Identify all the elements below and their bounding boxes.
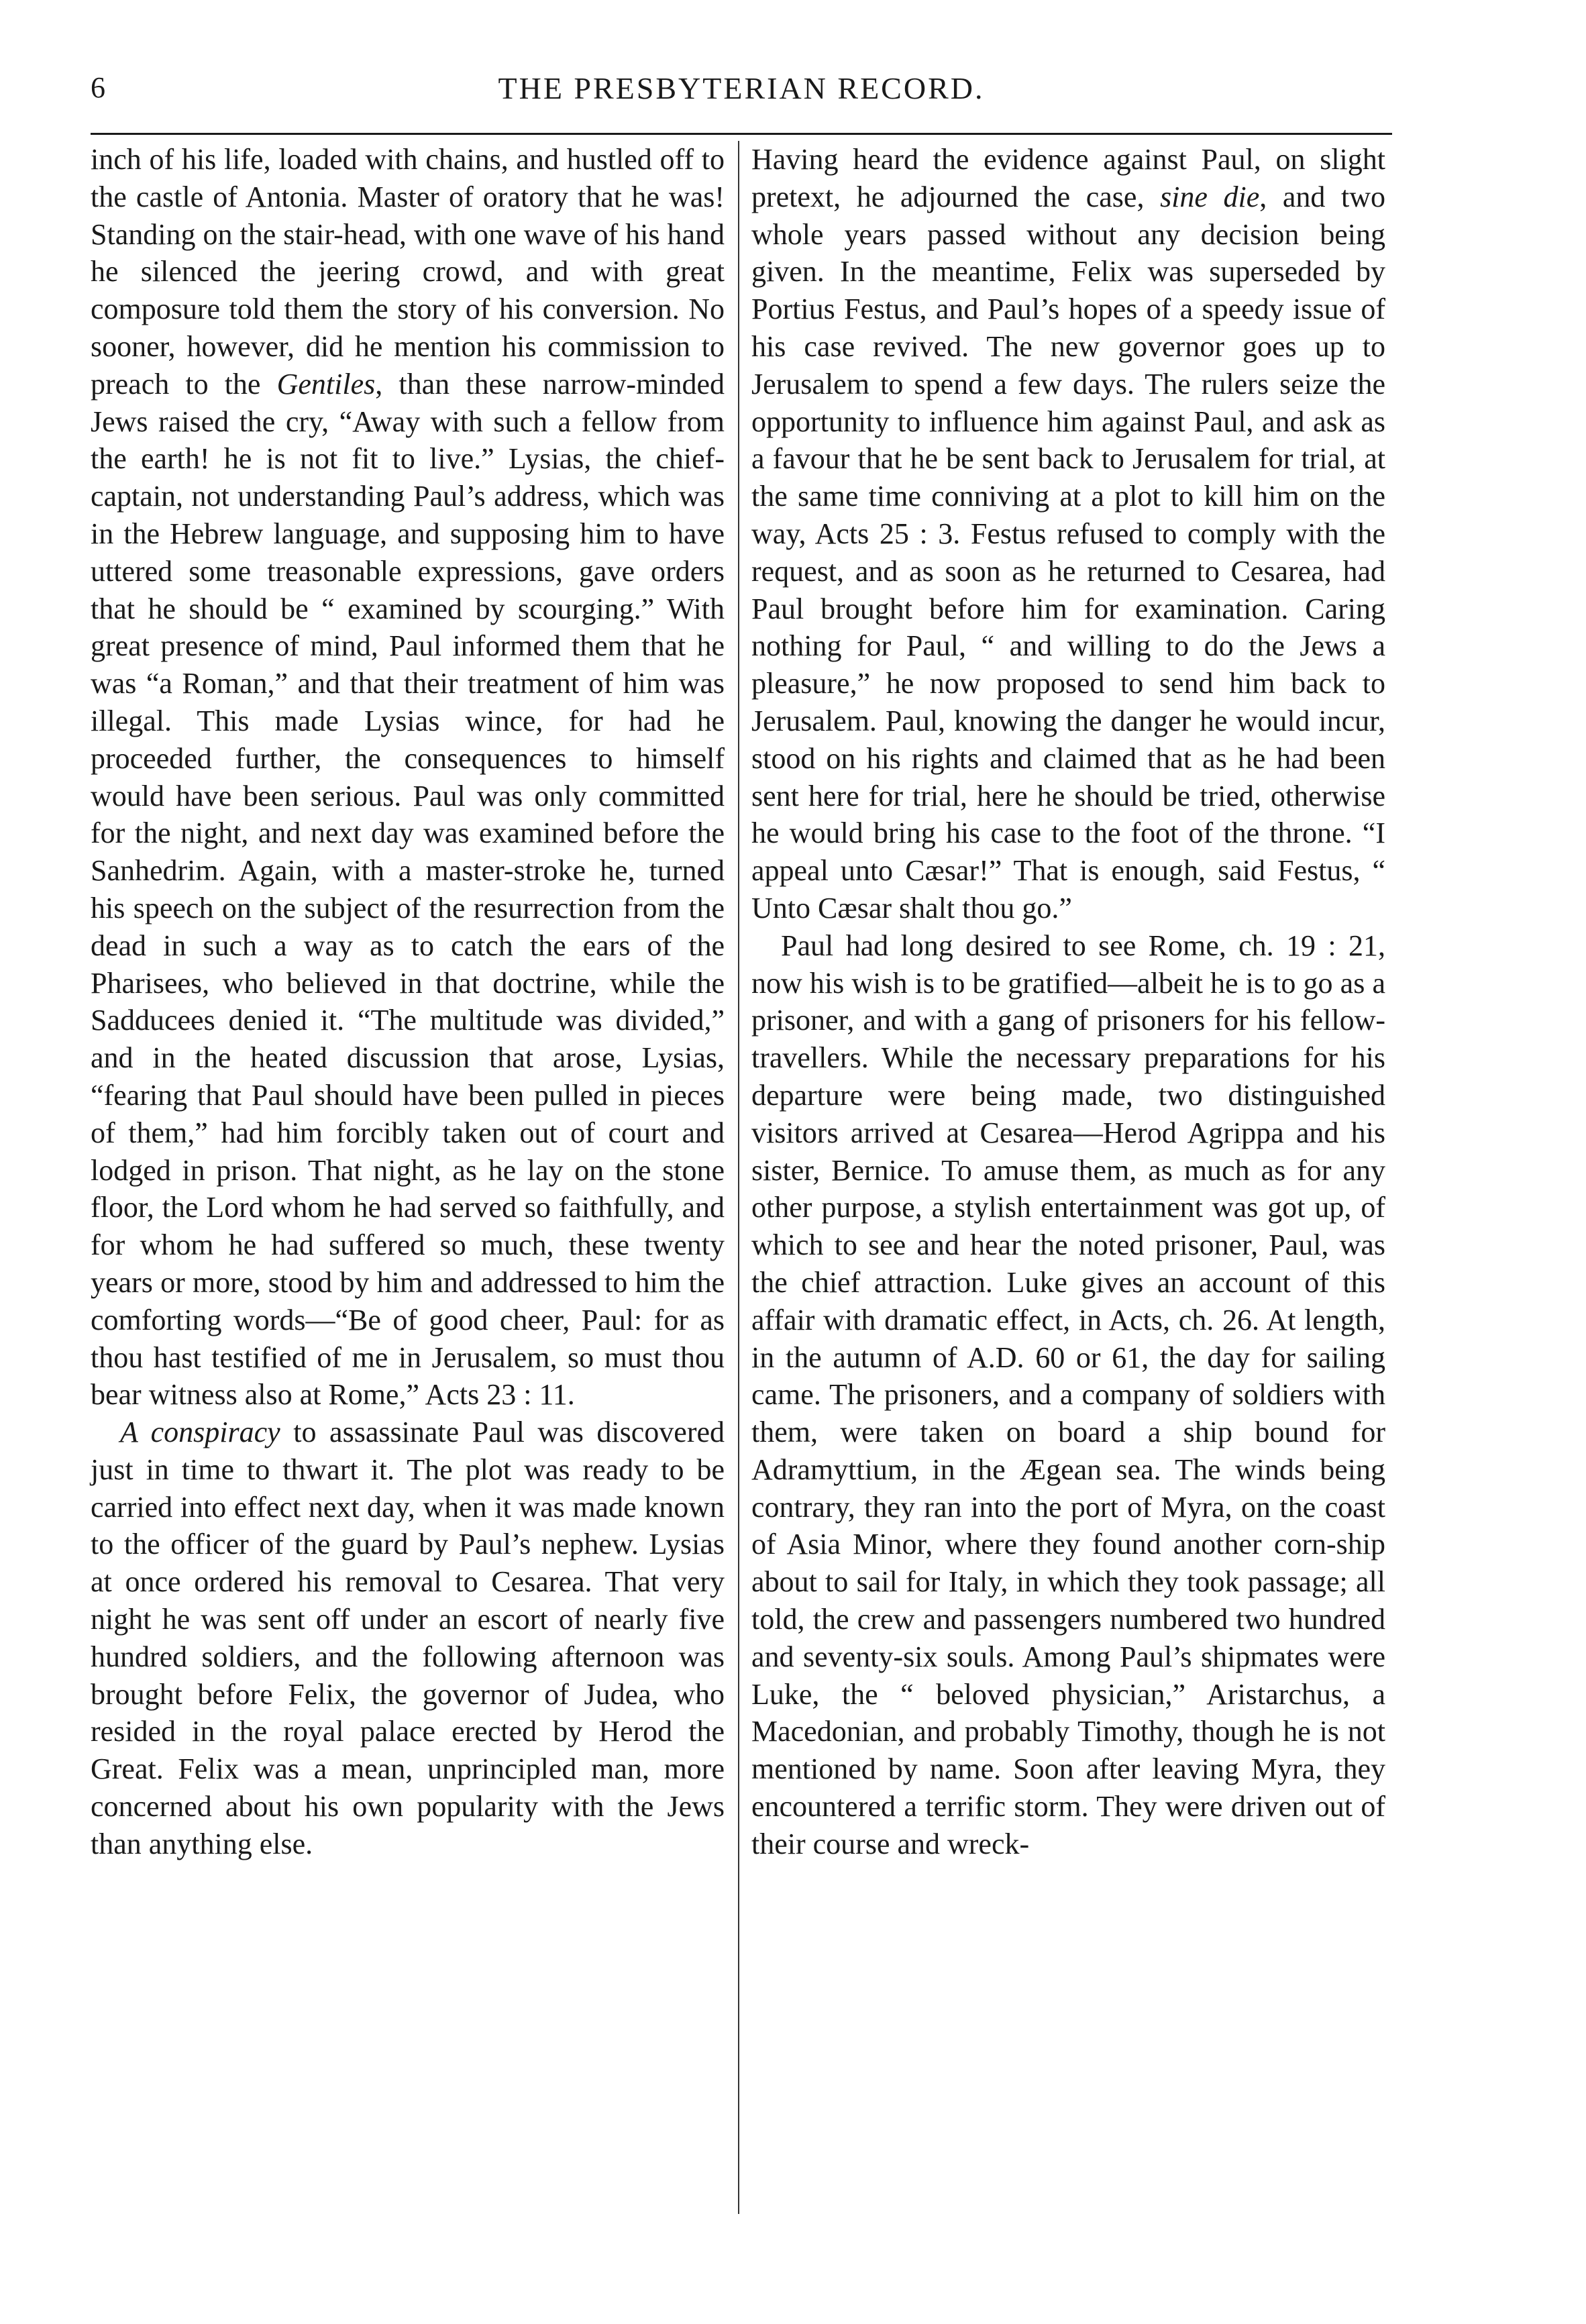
right-column [751,141,1385,1863]
right-paragraph-2: Paul had long desired to see Rome, ch. 19 : 21, now his wish is to be gratified—albeit he is to go as a prisoner, and with a gang of prisoners for his fellow-travellers. While the necessary preparations for his departure were being made, two distinguished visitors arrived at Cesarea—Herod Agrippa and his sister, Bernice. To amuse them, as much as for any other purpose, a stylish entertainment was got up, of which to see and hear the noted prisoner, Paul, was the chief attraction. Luke gives an account of this affair with dramatic effect, in Acts, ch. 26. At length, in the autumn of A.D. 60 or 61, the day for sailing came. The prisoners, and a company of soldiers with them, were taken on board a ship bound for Adramyttium, in the Ægean sea. The winds being contrary, they ran into the port of Myra, on the coast of Asia Minor, where they found another corn-ship about to sail for Italy, in which they took passage; all told, the crew and passengers numbered two hundred and seventy-six souls. Among Paul’s shipmates were Luke, the “ beloved physician,” Aristarchus, a Macedonian, and probably Timothy, though he is not mentioned by name. Soon after leaving Myra, they encountered a terrific storm. They were driven out of their course and wreck- [751,929,1385,1860]
left-p1-gentiles: Gentiles [276,367,376,401]
left-p2-lead: A conspiracy [120,1416,280,1449]
left-p1-text-b: , than these narrow-minded Jews raised the cry, “Away with such a fellow from the earth! he is not fit to live.” Lysias, the chief-captain, not understanding Paul’s address, which was in the Hebrew language, and supposing him to have uttered some treasonable expressions, gave orders that he should be “ examined by scourging.” With great presence of mind, Paul informed them that he was “a Roman,” and that their treatment of him was illegal. This made Lysias wince, for had he proceeded further, the consequences to himself would have been serious. Paul was only committed for the night, and next day was examined before the Sanhedrim. Again, with a master-stroke he, turned his speech on the subject of the resurrection from the dead in such a way as to catch the ears of the Pharisees, who believed in that doctrine, while the Sadducees denied it. “The multitude was divided,” and in the heated discussion that arose, Lysias, “fearing that Paul should have been pulled in pieces of them,” had him forcibly taken out of court and lodged in prison. That night, as he lay on the stone floor, the Lord whom he had served so faithfully, and for whom he had suffered so much, these twenty years or more, stood by him and addressed to him the comforting words—“Be of good cheer, Paul: for as thou hast testified of me in Jerusalem, so must thou bear witness also at Rome,” Acts 23 : 11. [91,367,725,1412]
right-p1-text-a: Having heard the evidence against Paul, on slight pretext, he adjourned the case, [751,143,1385,213]
left-paragraph-1 [91,141,725,1414]
header-rule [91,133,1392,135]
page-header [91,70,1392,111]
left-paragraph-2 [91,1414,725,1863]
page-number: 6 [91,71,105,104]
right-p1-sine-die: sine die [1160,180,1260,213]
right-paragraph-1 [751,141,1385,927]
running-head: THE PRESBYTERIAN RECORD. [498,71,985,105]
column-divider [738,141,739,2214]
left-p2-text: to assassinate Paul was discovered just in time to thwart it. The plot was ready to be carried into effect next day, when it was made known to the officer of the guard by Paul’s nephew. Lysias at once ordered his removal to Cesarea. That very night he was sent off under an escort of nearly five hundred soldiers, and the following afternoon was brought before Felix, the governor of Judea, who resided in the royal palace erected by Herod the Great. Felix was a mean, unprincipled man, more concerned about his own popularity with the Jews than anything else. [91,1416,725,1860]
left-column [91,141,725,1863]
right-p1-text-b: , and two whole years passed without any decision being given. In the meantime, Felix was superseded by Portius Festus, and Paul’s hopes of a speedy issue of his case revived. The new governor goes up to Jerusalem to spend a few days. The rulers seize the opportunity to influence him against Paul, and ask as a favour that he be sent back to Jerusalem for trial, at the same time conniving at a plot to kill him on the way, Acts 25 : 3. Festus refused to comply with the request, and as soon as he returned to Cesarea, had Paul brought before him for examination. Caring nothing for Paul, “ and willing to do the Jews a pleasure,” he now proposed to send him back to Jerusalem. Paul, knowing the danger he would incur, stood on his rights and claimed that as he had been sent here for trial, here he should be tried, otherwise he would bring his case to the foot of the throne. “I appeal unto Cæsar!” That is enough, said Festus, “ Unto Cæsar shalt thou go.” [751,180,1386,925]
left-p1-text-a: inch of his life, loaded with chains, and hustled off to the castle of Antonia. Master of oratory that he was! Standing on the stair-head, with one wave of his hand he silenced the jeering crowd, and with great composure told them the story of his conversion. No sooner, however, did he mention his commission to preach to the [91,143,725,401]
